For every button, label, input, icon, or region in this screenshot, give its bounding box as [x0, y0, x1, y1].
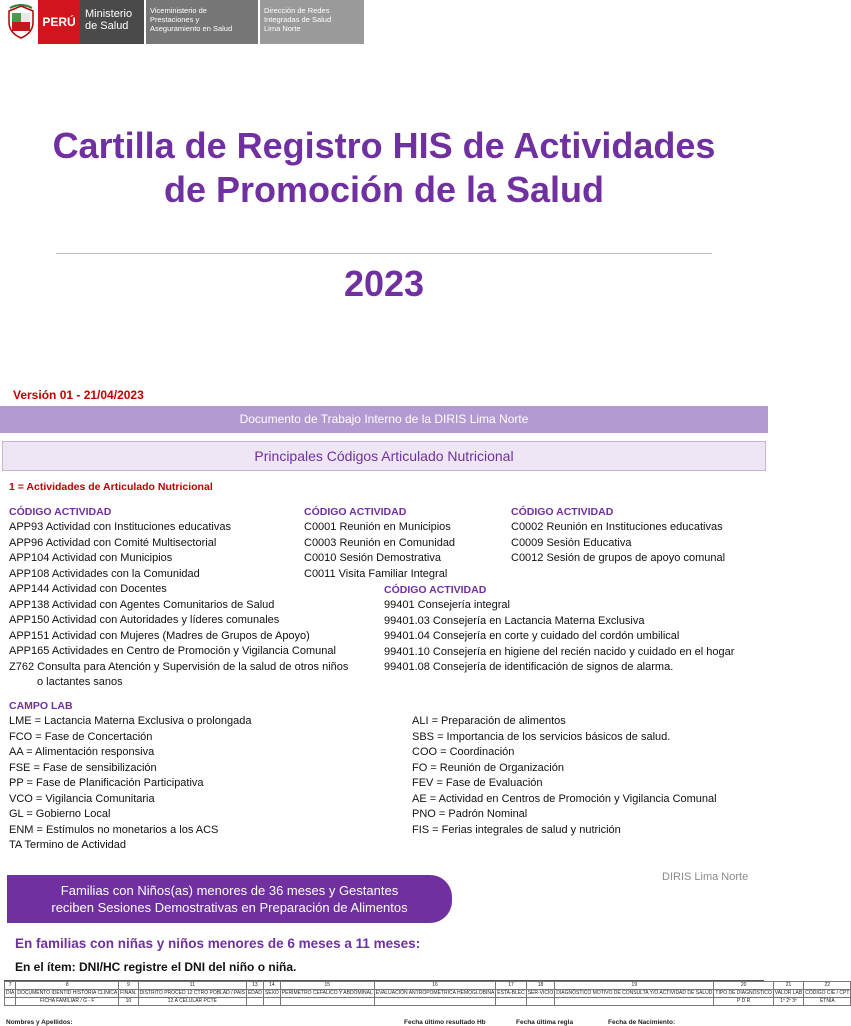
form-number: 14	[263, 982, 280, 990]
form-hb-label: Fecha último resultado Hb	[404, 1019, 486, 1026]
list-item: C0002 Reunión en Instituciones educativas	[511, 521, 723, 533]
direccion-line-2: Integradas de Salud	[264, 15, 332, 24]
campo-lab-header: CAMPO LAB	[9, 700, 73, 712]
form-number: 9	[119, 982, 138, 990]
list-item: APP144 Actividad con Docentes	[9, 583, 167, 595]
coat-of-arms-icon	[4, 0, 38, 44]
table-row	[5, 990, 851, 998]
direccion-logo	[260, 0, 364, 44]
list-item: TA Termino de Actividad	[9, 839, 126, 851]
list-item: GL = Gobierno Local	[9, 808, 111, 820]
list-item: APP104 Actividad con Municipios	[9, 552, 173, 564]
codes-header-col4: CÓDIGO ACTIVIDAD	[384, 584, 487, 596]
form-label: TIPO DE DIAGNÓSTICO	[715, 990, 772, 996]
form-cell-d: D	[741, 998, 746, 1004]
form-label: EVALUACIÓN ANTROPOMÉTRICA HEMOGLOBINA	[375, 990, 495, 996]
form-number: 8	[16, 982, 119, 990]
form-number: 16	[374, 982, 496, 990]
form-cell-2: 2º	[786, 998, 791, 1004]
list-item: o lactantes sanos	[37, 676, 123, 688]
list-item: APP138 Actividad con Agentes Comunitarios de Salud	[9, 598, 275, 611]
title-divider	[56, 253, 712, 254]
form-number: 7	[5, 982, 16, 990]
form-label: CÓDIGO CIE / CPT	[805, 990, 850, 996]
form-cell-p: P	[736, 998, 741, 1004]
form-label: EDAD	[247, 990, 262, 996]
families-banner	[7, 875, 452, 923]
form-cell: 12.A CELULAR PCTE	[138, 998, 246, 1006]
form-number: 15	[280, 982, 374, 990]
campo-lab-list-right	[412, 714, 717, 838]
viceministerio-line-3: Aseguramiento en Salud	[150, 24, 233, 33]
list-item: LME = Lactancia Materna Exclusiva o prolongada	[9, 715, 252, 727]
form-cell: 10	[119, 998, 138, 1006]
form-number: 17	[496, 982, 526, 990]
list-item: SBS = Importancia de los servicios básicos de salud.	[412, 730, 671, 743]
list-item: FSE = Fase de sensibilización	[9, 761, 157, 774]
list-item: C0009 Sesión Educativa	[511, 536, 632, 549]
list-item: Z762 Consulta para Atención y Supervisión de la salud de otros niños	[9, 660, 349, 673]
list-item: APP108 Actividades con la Comunidad	[9, 567, 200, 580]
form-nacimiento-label: Fecha de Nacimiento:	[608, 1019, 676, 1026]
header-logo-bar	[4, 0, 364, 44]
form-cell	[280, 998, 374, 1006]
ministerio-logo	[80, 0, 144, 44]
viceministerio-logo	[146, 0, 258, 44]
list-item: PP = Fase de Planificación Participativa	[9, 777, 204, 789]
form-cell	[246, 998, 263, 1006]
form-cell: FICHA FAMILIAR / G - F	[16, 998, 119, 1006]
codes-header-col2: CÓDIGO ACTIVIDAD	[304, 506, 407, 518]
diris-footer-label: DIRIS Lima Norte	[662, 871, 749, 883]
list-item: C0012 Sesión de grupos de apoyo comunal	[511, 552, 726, 564]
list-item: C0001 Reunión en Municipios	[304, 521, 451, 533]
form-label: PERIMETRO CEFALICO Y ABDOMINAL	[281, 990, 373, 996]
form-cell	[5, 998, 16, 1006]
families-banner-line-1: Familias con Niños(as) menores de 36 meses y Gestantes	[60, 883, 399, 898]
viceministerio-line-2: Prestaciones y	[150, 15, 200, 24]
form-cell	[714, 998, 773, 1006]
ministerio-line-2: de Salud	[85, 20, 129, 32]
form-cell	[374, 998, 496, 1006]
list-item: C0010 Sesión Demostrativa	[304, 552, 441, 564]
form-nombres-label: Nombres y Apellidos:	[6, 1019, 73, 1026]
families-age-heading: En familias con niñas y niños menores de 6 meses a 11 meses:	[15, 936, 421, 951]
form-number: 21	[773, 982, 803, 990]
list-item: 99401.08 Consejería de identificación de signos de alarma.	[384, 661, 674, 673]
list-item: 99401.03 Consejería en Lactancia Materna Exclusiva	[384, 614, 645, 627]
form-cell	[496, 998, 526, 1006]
form-label: SER-VICIO	[527, 990, 554, 996]
form-number: 19	[555, 982, 714, 990]
list-item: APP150 Actividad con Autoridades y líderes comunales	[9, 614, 280, 626]
form-cell-1: 1º	[780, 998, 785, 1004]
list-item: 99401 Consejería integral	[384, 599, 510, 611]
form-number: 18	[526, 982, 555, 990]
list-item: ALI = Preparación de alimentos	[412, 715, 566, 727]
codes-list-consejeria	[384, 598, 734, 676]
codes-header-col3: CÓDIGO ACTIVIDAD	[511, 506, 614, 518]
form-number: 20	[714, 982, 773, 990]
list-item: 99401.04 Consejería en corte y cuidado del cordón umbilical	[384, 630, 680, 642]
form-cell	[526, 998, 555, 1006]
form-regla-label: Fecha última regla	[516, 1019, 574, 1026]
version-label: Versión 01 - 21/04/2023	[13, 388, 144, 402]
viceministerio-line-1: Viceministerio de	[150, 6, 207, 15]
form-label: FINAN.	[120, 990, 137, 996]
list-item: APP151 Actividad con Mujeres (Madres de Grupos de Apoyo)	[9, 629, 310, 642]
list-item: VCO = Vigilancia Comunitaria	[9, 792, 155, 805]
form-label: DOCUMENTO IDENTID HISTORIA CLINICA	[17, 990, 118, 996]
list-item: 99401.10 Consejería en higiene del recién nacido y cuidado en el hogar	[384, 645, 735, 658]
form-label: ESTA-BLEC	[497, 990, 525, 996]
list-item: APP93 Actividad con Instituciones educativas	[9, 521, 231, 533]
form-number: 11	[138, 982, 246, 990]
list-item: C0003 Reunión en Comunidad	[304, 536, 456, 549]
title-line-2: de Promoción de la Salud	[163, 169, 605, 210]
form-number: 22	[804, 982, 851, 990]
form-label: DISTRITO PROCED 12 CTRO POBLAD / PAÍS	[139, 990, 245, 996]
codes-list-c-left	[304, 520, 455, 582]
list-item: C0011 Visita Familiar Integral	[304, 567, 448, 580]
peru-logo: PERÚ	[38, 0, 80, 44]
form-cell-r: R	[746, 998, 751, 1004]
form-label: SEXO	[264, 990, 279, 996]
form-label: VALOR LAB	[774, 990, 803, 996]
list-item: FEV = Fase de Evaluación	[412, 777, 543, 789]
codes-list-app	[9, 520, 348, 691]
document-year: 2023	[343, 263, 425, 304]
direccion-line-3: Lima Norte	[264, 24, 301, 33]
form-cell	[263, 998, 280, 1006]
campo-lab-list-left	[9, 714, 251, 854]
form-cell: ETNIA	[804, 998, 851, 1006]
codes-header-col1: CÓDIGO ACTIVIDAD	[9, 506, 112, 518]
ministerio-line-1: Ministerio	[85, 8, 133, 20]
form-label: DIA	[6, 990, 15, 996]
list-item: FCO = Fase de Concertación	[9, 730, 153, 743]
list-item: APP96 Actividad con Comité Multisectorial	[9, 536, 217, 549]
form-cell	[555, 998, 714, 1006]
list-item: FO = Reunión de Organización	[412, 761, 564, 774]
document-title	[0, 124, 768, 212]
families-banner-line-2: reciben Sesiones Demostrativas en Preparación de Alimentos	[51, 900, 408, 915]
section-articulado-title: 1 = Actividades de Articulado Nutricional	[9, 481, 213, 493]
list-item: APP165 Actividades en Centro de Promoción y Vigilancia Comunal	[9, 645, 336, 657]
list-item: AE = Actividad en Centros de Promoción y Vigilancia Comunal	[412, 792, 717, 805]
list-item: AA = Alimentación responsiva	[9, 746, 155, 758]
internal-document-banner: Documento de Trabajo Interno de la DIRIS Lima Norte	[0, 406, 768, 433]
list-item: FIS = Ferias integrales de salud y nutrición	[412, 823, 621, 836]
form-label: DIAGNÓSTICO MOTIVO DE CONSULTA Y/O ACTIVIDAD DE SALUD	[556, 990, 713, 996]
form-number: 13	[246, 982, 263, 990]
table-row	[5, 982, 851, 990]
his-form-preview	[4, 980, 850, 1026]
form-cell-3: 3º	[792, 998, 797, 1004]
list-item: ENM = Estímulos no monetarios a los ACS	[9, 823, 219, 836]
form-cell	[773, 998, 803, 1006]
item-instruction: En el ítem: DNI/HC registre el DNI del niño o niña.	[15, 960, 297, 974]
direccion-line-1: Dirección de Redes	[264, 6, 330, 15]
his-form-table	[4, 981, 851, 1006]
codes-section-banner: Principales Códigos Articulado Nutricional	[2, 441, 766, 471]
list-item: COO = Coordinación	[412, 746, 515, 758]
title-line-1: Cartilla de Registro HIS de Actividades	[52, 125, 716, 166]
codes-list-c-right	[511, 520, 725, 567]
table-row	[5, 998, 851, 1006]
list-item: PNO = Padrón Nominal	[412, 808, 528, 820]
